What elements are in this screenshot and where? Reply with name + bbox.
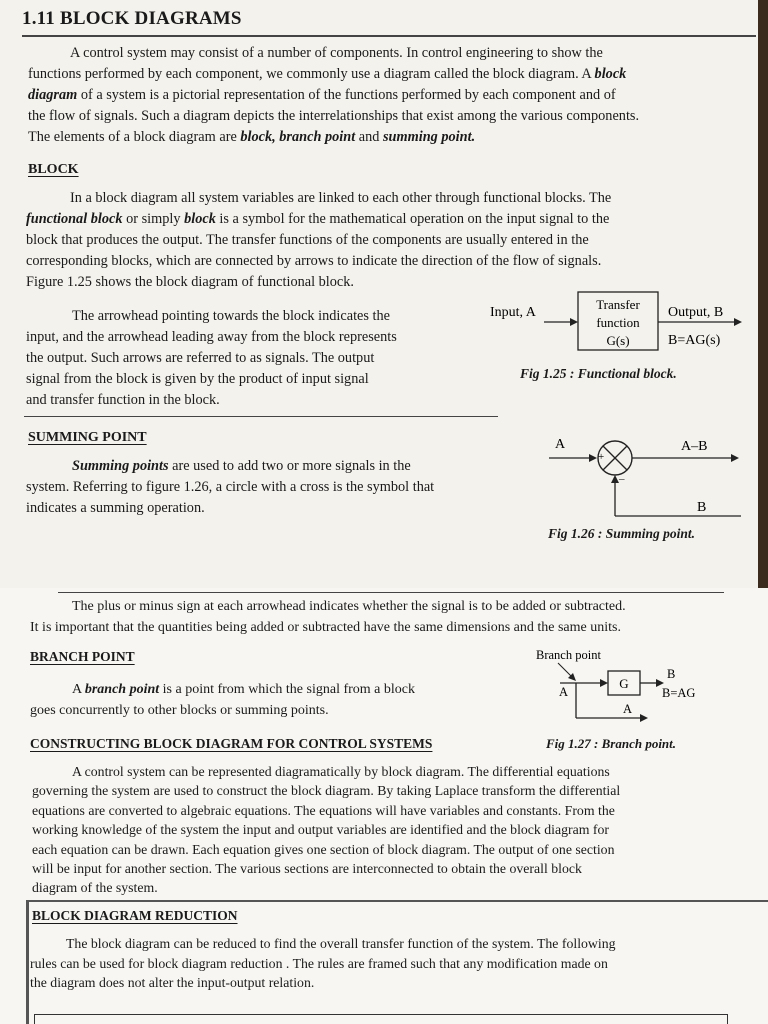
- block-heading: BLOCK: [28, 162, 79, 177]
- fig126-output-label: A–B: [681, 439, 708, 454]
- arrow-line: signal from the block is given by the product of input signal: [26, 371, 369, 387]
- summing-paragraph: [26, 456, 524, 519]
- construct-line: each equation can be drawn. Each equation gives one section of block diagram. The output of one section: [32, 841, 615, 857]
- fig125-output-arrowhead: [734, 318, 742, 326]
- summing-point-figure: [545, 432, 745, 522]
- construct-line: working knowledge of the system the input and output variables are identified and the block diagram for: [32, 822, 610, 838]
- reduction-line: the diagram does not alter the input-output relation.: [30, 975, 315, 990]
- summing-divider: [24, 416, 498, 417]
- intro-line: diagram of a system is a pictorial representation of the functions performed by each component and of: [28, 87, 616, 103]
- summing-line: indicates a summing operation.: [26, 500, 205, 516]
- fig125-output-label: Output, B: [668, 305, 724, 320]
- intro-line: functions performed by each component, we commonly use a diagram called the block diagram. A block: [28, 66, 627, 82]
- construct-paragraph: [32, 762, 728, 898]
- construct-line: diagram of the system.: [32, 880, 158, 896]
- title-rule: [22, 35, 756, 37]
- arrow-paragraph: [26, 306, 478, 411]
- block-line: block that produces the output. The transfer functions of the components are usually entered in the: [26, 232, 589, 248]
- left-margin-bar: [26, 900, 29, 1024]
- fig125-input-arrowhead: [570, 318, 578, 326]
- arrow-line: the output. Such arrows are referred to as signals. The output: [26, 350, 375, 366]
- fig127-caption: Fig 1.27 : Branch point.: [546, 736, 677, 751]
- fig127-branch-label: Branch point: [536, 648, 601, 662]
- branch-line: goes concurrently to other blocks or summing points.: [30, 703, 329, 718]
- summing-heading: SUMMING POINT: [28, 430, 147, 445]
- construct-heading: CONSTRUCTING BLOCK DIAGRAM FOR CONTROL SYSTEMS: [30, 736, 433, 751]
- fig126-b-label: B: [697, 500, 707, 515]
- bottom-box-edge: [34, 1014, 728, 1024]
- fig126-output-arrowhead: [731, 454, 739, 462]
- construct-line: equations are converted to algebraic equations. The equations will have variables and constants. From the: [32, 802, 615, 818]
- fig126-minus-sign: –: [619, 473, 625, 485]
- intro-line: A control system may consist of a number of components. In control engineering to show the: [70, 45, 603, 61]
- intro-paragraph: [28, 43, 752, 148]
- fig126-input-arrowhead: [589, 454, 597, 462]
- branch-line: A branch point is a point from which the signal from a block: [72, 682, 415, 697]
- summing-line: Summing points are used to add two or more signals in the: [72, 458, 411, 474]
- fig127-a-out: A: [623, 702, 633, 716]
- sign-paragraph: [30, 596, 730, 638]
- block-line: Figure 1.25 shows the block diagram of functional block.: [26, 274, 354, 290]
- sign-line: The plus or minus sign at each arrowhead indicates whether the signal is to be added or subtracted.: [72, 599, 626, 614]
- block-line: corresponding blocks, which are connected by arrows to indicate the direction of the flow of signals.: [26, 253, 602, 269]
- fig126-caption: Fig 1.26 : Summing point.: [548, 526, 696, 541]
- block-line: In a block diagram all system variables are linked to each other through functional blocks. The: [70, 190, 612, 206]
- fig125-input-label: Input, A: [490, 305, 536, 320]
- arrow-line: input, and the arrowhead leading away from the block represents: [26, 329, 397, 345]
- fig127-branch-arrowhead: [640, 714, 648, 722]
- branch-point-figure: [528, 646, 728, 728]
- branch-heading: BRANCH POINT: [30, 649, 135, 664]
- fig126-input-label: A: [555, 437, 566, 452]
- summing-line: system. Referring to figure 1.26, a circle with a cross is the symbol that: [26, 479, 435, 495]
- fig125-box-line3: G(s): [606, 333, 630, 348]
- fig127-b-out: B: [667, 667, 676, 681]
- fig125-output-equation: B=AG(s): [668, 333, 721, 348]
- reduction-paragraph: [30, 934, 730, 993]
- fig127-input-arrowhead: [600, 679, 608, 687]
- section-title: 1.11 BLOCK DIAGRAMS: [22, 8, 242, 29]
- fig127-b-eq: B=AG: [662, 686, 696, 700]
- functional-block-figure: [486, 288, 746, 358]
- reduction-line: rules can be used for block diagram reduction . The rules are framed such that any modification made on: [30, 955, 608, 971]
- block-line: functional block or simply block is a symbol for the mathematical operation on the input signal to the: [26, 211, 610, 227]
- branch-paragraph: [30, 679, 502, 721]
- fig127-pointer-line: [558, 663, 572, 677]
- page-edge-shadow: [758, 0, 768, 588]
- sign-line: It is important that the quantities being added or subtracted have the same dimensions and the same units.: [30, 620, 621, 635]
- construct-line: will be input for another section. The various sections are interconnected to obtain the overall block: [32, 861, 582, 877]
- section-divider: [26, 900, 768, 902]
- construct-line: A control system can be represented diagramatically by block diagram. The differential equations: [72, 764, 610, 779]
- fig125-box-line1: Transfer: [596, 297, 640, 312]
- fig127-a-in: A: [559, 685, 569, 699]
- fig126-feedback-arrowhead: [611, 475, 619, 483]
- arrow-line: The arrowhead pointing towards the block indicates the: [72, 308, 391, 324]
- fig125-caption: Fig 1.25 : Functional block.: [520, 366, 677, 381]
- fig126-plus-sign: +: [598, 451, 605, 463]
- intro-line: The elements of a block diagram are block, branch point and summing point.: [28, 129, 476, 145]
- fig127-g-label: G: [619, 676, 629, 691]
- construct-line: governing the system are used to construct the block diagram. By taking Laplace transform the differential: [32, 783, 621, 799]
- block-paragraph: [26, 188, 752, 293]
- intro-line: the flow of signals. Such a diagram depicts the interrelationships that exist among the various components.: [28, 108, 640, 124]
- fig125-box-line2: function: [596, 315, 640, 330]
- reduction-heading: BLOCK DIAGRAM REDUCTION: [32, 908, 238, 923]
- reduction-line: The block diagram can be reduced to find the overall transfer function of the system. The following: [66, 936, 616, 951]
- arrow-line: and transfer function in the block.: [26, 392, 220, 408]
- lower-page-scan: [0, 588, 768, 1024]
- top-rule: [58, 592, 724, 593]
